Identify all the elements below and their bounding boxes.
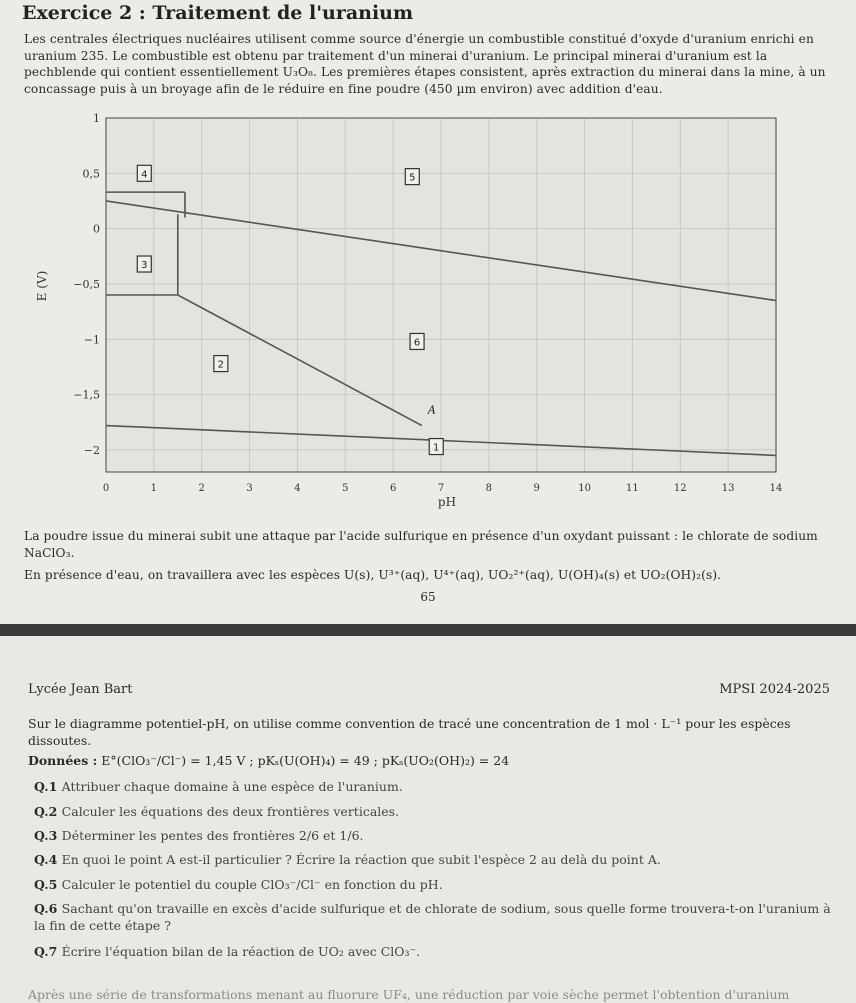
question-number: Q.4 [34, 852, 62, 867]
species-paragraph: En présence d'eau, on travaillera avec les espèces U(s), U³⁺(aq), U⁴⁺(aq), UO₂²⁺(aq), U(OH)₄(s) et UO₂(OH)₂(s). [24, 568, 722, 582]
y-tick-label: −2 [83, 443, 100, 457]
x-tick-label: 6 [389, 483, 397, 494]
x-tick-label: 9 [533, 483, 540, 494]
question-number: Q.2 [34, 804, 62, 819]
x-axis-label: pH [437, 495, 457, 509]
x-tick-label: 5 [342, 483, 349, 494]
question-number: Q.3 [34, 828, 62, 843]
page-2 [0, 636, 856, 1001]
x-tick-label: 7 [437, 483, 445, 494]
question-text: Sachant qu'on travaille en excès d'acide sulfurique et de chlorate de sodium, sous quelle forme trouvera-t-on l'uranium à la fin de cette étape ? [34, 901, 831, 933]
domain-label: 1 [433, 442, 440, 454]
y-tick-label: −1 [83, 333, 100, 347]
y-axis-label: E (V) [35, 270, 49, 302]
x-tick-label: 2 [198, 483, 205, 494]
x-tick-label: 12 [673, 483, 687, 494]
x-tick-label: 14 [769, 483, 783, 494]
question-item [34, 803, 834, 820]
question-item [34, 851, 834, 868]
exercise-title: Exercice 2 : Traitement de l'uranium [22, 2, 414, 24]
x-tick-label: 1 [150, 483, 158, 494]
x-tick-label: 11 [626, 483, 639, 494]
donnees-label: Données : [28, 753, 98, 768]
y-tick-label: −0,5 [73, 277, 100, 291]
y-tick-label: 0,5 [82, 167, 100, 181]
domain-label: 6 [413, 337, 421, 349]
page-number: 65 [420, 590, 436, 604]
intro-paragraph: Les centrales électriques nucléaires utilisent comme source d'énergie un combustible constitué d'oxyde d'uranium enrichi en uranium 235. Le combustible est obtenu par traitement d'un minerai d'uranium. Le principal minerai d'uranium est la pechblende qui contient essentiellement U₃O₈. Les premières étapes consistent, après extraction du minerai dans la mine, à un concassage puis à un broyage afin de le réduire en fine poudre (450 µm environ) avec addition d'eau. [24, 32, 826, 96]
potential-ph-diagram [0, 110, 856, 520]
point-label: A [427, 403, 436, 417]
domain-label: 5 [409, 172, 416, 184]
question-text: Écrire l'équation bilan de la réaction de UO₂ avec ClO₃⁻. [61, 944, 421, 959]
question-number: Q.1 [34, 779, 62, 794]
x-tick-label: 3 [246, 483, 253, 494]
donnees-values: E°(ClO₃⁻/Cl⁻) = 1,45 V ; pKₛ(U(OH)₄) = 49 ; pKₛ(UO₂(OH)₂) = 24 [101, 753, 510, 768]
x-tick-label: 8 [485, 483, 493, 494]
chart-grid [106, 118, 776, 472]
domain-label: 4 [141, 169, 148, 181]
question-text: Calculer les équations des deux frontières verticales. [61, 804, 400, 819]
x-tick-label: 13 [721, 483, 735, 494]
x-tick-label: 4 [294, 483, 301, 494]
question-number: Q.7 [34, 944, 62, 959]
donnees-line [28, 752, 834, 769]
question-item [34, 943, 834, 960]
x-tick-label: 10 [578, 483, 591, 494]
x-tick-label: 0 [102, 483, 110, 494]
convention-paragraph: Sur le diagramme potentiel-pH, on utilise comme convention de tracé une concentration de 1 mol · L⁻¹ pour les espèces dissoutes. [28, 716, 791, 748]
footer-partial-text: Après une série de transformations menant au fluorure UF₄, une réduction par voie sèche permet l'obtention d'uranium [28, 987, 790, 1002]
y-tick-label: −1,5 [73, 388, 100, 402]
attack-paragraph: La poudre issue du minerai subit une attaque par l'acide sulfurique en présence d'un oxydant puissant : le chlorate de sodium NaClO₃. [24, 529, 818, 560]
question-text: En quoi le point A est-il particulier ? Écrire la réaction que subit l'espèce 2 au delà du point A. [61, 852, 661, 867]
question-text: Attribuer chaque domaine à une espèce de l'uranium. [61, 779, 403, 794]
header-school: Lycée Jean Bart [28, 682, 133, 697]
domain-label: 3 [141, 260, 148, 272]
domain-label: 2 [217, 359, 225, 371]
page-divider [0, 624, 856, 636]
question-text: Calculer le potentiel du couple ClO₃⁻/Cl⁻ en fonction du pH. [61, 877, 443, 892]
y-tick-label: 0 [93, 222, 100, 236]
question-item [34, 778, 834, 795]
question-item [34, 876, 834, 893]
question-item [34, 900, 834, 934]
question-text: Déterminer les pentes des frontières 2/6 et 1/6. [61, 828, 364, 843]
y-tick-label: 1 [93, 112, 100, 125]
header-class: MPSI 2024-2025 [719, 682, 830, 697]
question-number: Q.5 [34, 877, 62, 892]
question-item [34, 827, 834, 844]
question-number: Q.6 [34, 901, 62, 916]
